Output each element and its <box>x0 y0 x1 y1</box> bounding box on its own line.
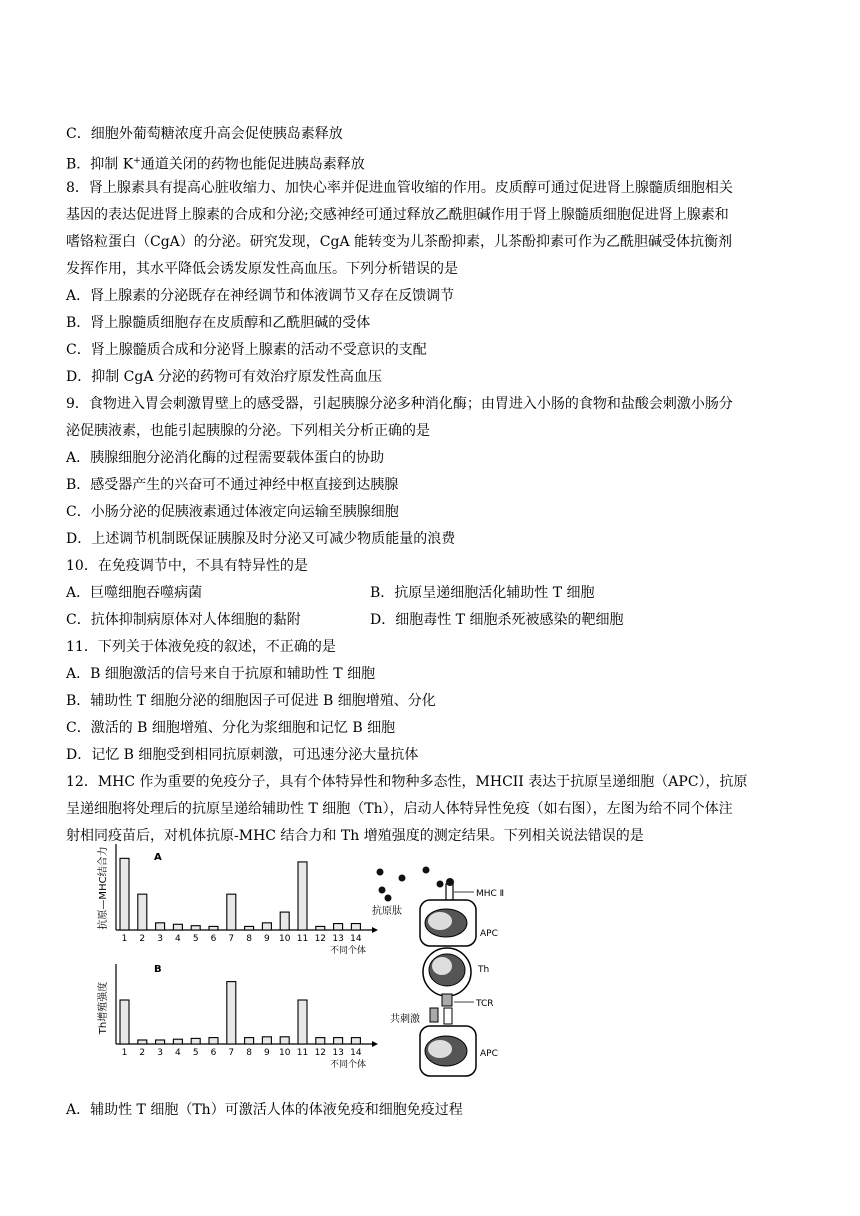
chart-b-tick-label: 6 <box>210 1048 217 1058</box>
option-b-text-post: 通道关闭的药物也能促进胰岛素释放 <box>140 156 365 173</box>
chart-b-tick-label: 5 <box>192 1048 199 1058</box>
chart-b-tick-label: 11 <box>296 1048 309 1058</box>
q9-option-b: B．感受器产生的兴奋可不通过神经中枢直接到达胰腺 <box>66 477 399 493</box>
mhc-receptor <box>446 884 453 900</box>
apc-bottom-nucleus-highlight <box>428 1040 452 1058</box>
chart-a-tick-label: 8 <box>246 934 252 944</box>
q11-option-d: D．记忆 B 细胞受到相同抗原刺激，可迅速分泌大量抗体 <box>66 747 419 763</box>
q10-option-d: D．细胞毒性 T 细胞杀死被感染的靶细胞 <box>370 612 624 628</box>
chart-b-label: B <box>154 964 162 975</box>
q9-option-a: A．胰腺细胞分泌消化酶的过程需要载体蛋白的协助 <box>66 450 385 466</box>
q11-option-a: A．B 细胞激活的信号来自于抗原和辅助性 T 细胞 <box>66 666 376 682</box>
option-b-text-pre: B．抑制 K <box>66 156 134 173</box>
chart-b-bar-3 <box>156 1040 165 1044</box>
chart-a-bar-10 <box>280 912 289 930</box>
chart-b-bar-13 <box>334 1038 343 1044</box>
chart-a-bar-13 <box>334 924 343 930</box>
q12-stem-line-3: 射相同疫苗后，对机体抗原-MHC 结合力和 Th 增殖强度的测定结果。下列相关说法错误的是 <box>66 828 644 844</box>
apc-top-label: APC <box>480 929 498 939</box>
chart-a-tick-label: 2 <box>139 934 146 944</box>
chart-a-x-arrow <box>372 927 378 933</box>
chart-b-bar-1 <box>120 1000 129 1044</box>
chart-a-bar-6 <box>209 926 218 930</box>
q10-stem: 10．在免疫调节中，不具有特异性的是 <box>66 558 308 574</box>
chart-a-bars <box>120 858 360 930</box>
chart-b-tick-label: 8 <box>246 1048 252 1058</box>
q10-option-a: A．巨噬细胞吞噬病菌 <box>66 585 203 601</box>
chart-a-tick-label: 7 <box>228 934 235 944</box>
chart-b-tick-label: 10 <box>278 1048 291 1058</box>
antigen-dot <box>377 869 384 876</box>
chart-a-bar-8 <box>245 926 254 930</box>
antigen-label: 抗原肽 <box>372 906 402 917</box>
mhc-label: MHC Ⅱ <box>476 889 505 899</box>
chart-b-tick-label: 12 <box>314 1048 327 1058</box>
chart-b-bar-5 <box>191 1038 200 1044</box>
chart-a-tick-label: 12 <box>314 934 327 944</box>
chart-a-tick-label: 10 <box>278 934 291 944</box>
chart-b-bar-2 <box>138 1040 147 1044</box>
apc-bottom-label: APC <box>480 1049 498 1059</box>
q11-stem: 11．下列关于体液免疫的叙述，不正确的是 <box>66 639 336 655</box>
chart-b-bar-10 <box>280 1037 289 1044</box>
tcr-receptor <box>442 994 452 1006</box>
chart-b-tick-label: 2 <box>139 1048 146 1058</box>
q12-stem-line-2: 呈递细胞将处理后的抗原呈递给辅助性 T 细胞（Th），启动人体特异性免疫（如右图），左图为给不同个体注 <box>66 801 733 817</box>
q8-stem-line-3: 嗜铬粒蛋白（CgA）的分泌。研究发现，CgA 能转变为儿茶酚抑素，儿茶酚抑素可作为乙酰胆碱受体抗衡剂 <box>66 234 733 250</box>
chart-b-bar-11 <box>298 1000 307 1044</box>
chart-a-bar-9 <box>262 923 271 930</box>
chart-b-bar-7 <box>227 982 236 1044</box>
chart-b-bar-6 <box>209 1038 218 1044</box>
chart-b-tick-label: 3 <box>157 1048 163 1058</box>
q10-option-b: B．抗原呈递细胞活化辅助性 T 细胞 <box>370 585 595 601</box>
chart-a-bar-12 <box>316 926 325 930</box>
chart-a-tick-label: 6 <box>210 934 217 944</box>
chart-b-tick-label: 7 <box>228 1048 235 1058</box>
chart-a-bar-4 <box>173 924 182 930</box>
q9-stem-line-1: 9．食物进入胃会刺激胃壁上的感受器，引起胰腺分泌多种消化酶；由胃进入小肠的食物和盐酸会刺激小肠分 <box>66 396 733 412</box>
chart-a-tick-label: 14 <box>350 934 362 944</box>
chart-b-xlabel: 不同个体 <box>330 1060 367 1070</box>
th-nucleus-highlight <box>432 957 452 975</box>
antigen-presentation-diagram <box>372 867 504 1077</box>
costim-label: 共刺激 <box>390 1014 420 1025</box>
chart-a <box>96 844 378 956</box>
chart-b-bars <box>120 982 360 1044</box>
chart-a-bar-3 <box>156 923 165 930</box>
chart-a-bar-1 <box>120 858 129 930</box>
q11-option-b: B．辅助性 T 细胞分泌的细胞因子可促进 B 细胞增殖、分化 <box>66 693 436 709</box>
antigen-dot <box>399 875 406 882</box>
antigen-dot <box>379 887 386 894</box>
costim-molecule <box>430 1008 438 1022</box>
chart-a-tick-label: 1 <box>121 934 128 944</box>
chart-b-tick-label: 9 <box>264 1048 270 1058</box>
option-b-sup: + <box>133 156 141 166</box>
chart-a-bar-7 <box>227 894 236 930</box>
chart-b-bar-9 <box>262 1037 271 1044</box>
chart-a-tick-label: 4 <box>175 934 181 944</box>
chart-b-x-arrow <box>372 1041 378 1047</box>
th-label: Th <box>478 965 490 975</box>
chart-a-bar-5 <box>191 926 200 930</box>
q11-option-c: C．激活的 B 细胞增殖、分化为浆细胞和记忆 B 细胞 <box>66 720 396 736</box>
chart-a-ylabel: 抗原—MHC结合力 <box>98 846 109 930</box>
q8-option-c: C．肾上腺髓质合成和分泌肾上腺素的活动不受意识的支配 <box>66 342 427 358</box>
chart-b-bar-14 <box>351 1038 360 1044</box>
chart-b-ticks <box>122 1048 362 1058</box>
chart-b-bar-4 <box>173 1039 182 1044</box>
chart-a-xlabel: 不同个体 <box>330 946 367 956</box>
chart-a-tick-label: 13 <box>332 934 344 944</box>
apc-top-nucleus-highlight <box>428 912 452 930</box>
chart-b-tick-label: 4 <box>175 1048 181 1058</box>
chart-a-ticks <box>122 934 362 944</box>
chart-a-bar-2 <box>138 894 147 930</box>
chart-b-bar-12 <box>316 1038 325 1044</box>
chart-a-bar-14 <box>351 924 360 930</box>
q8-option-a: A．肾上腺素的分泌既存在神经调节和体液调节又存在反馈调节 <box>66 288 455 304</box>
q8-stem-line-1: 8．肾上腺素具有提高心脏收缩力、加快心率并促进血管收缩的作用。皮质醇可通过促进肾上腺髓质细胞相关 <box>66 180 733 196</box>
q10-option-c: C．抗体抑制病原体对人体细胞的黏附 <box>66 612 301 628</box>
q9-stem-line-2: 泌促胰液素，也能引起胰腺的分泌。下列相关分析正确的是 <box>66 423 430 439</box>
option-b-prev <box>66 151 365 175</box>
q8-option-b: B．肾上腺髓质细胞存在皮质醇和乙酰胆碱的受体 <box>66 315 371 331</box>
antigen-dot <box>423 867 430 874</box>
chart-a-label: A <box>154 852 162 863</box>
q12-figure <box>90 836 530 1086</box>
q9-option-d: D．上述调节机制既保证胰腺及时分泌又可减少物质能量的浪费 <box>66 531 456 547</box>
q12-option-a: A．辅助性 T 细胞（Th）可激活人体的体液免疫和细胞免疫过程 <box>66 1102 463 1118</box>
mhc-tcr-complex <box>444 1008 452 1024</box>
chart-b-tick-label: 14 <box>350 1048 362 1058</box>
chart-a-tick-label: 9 <box>264 934 270 944</box>
q12-stem-line-1: 12．MHC 作为重要的免疫分子，具有个体特异性和物种多态性，MHCII 表达于抗原呈递细胞（APC），抗原 <box>66 774 748 790</box>
mhc-bound-antigen <box>446 878 454 886</box>
option-c-prev: C．细胞外葡萄糖浓度升高会促使胰岛素释放 <box>66 126 343 142</box>
chart-a-tick-label: 11 <box>296 934 309 944</box>
q8-stem-line-4: 发挥作用，其水平降低会诱发原发性高血压。下列分析错误的是 <box>66 261 458 277</box>
chart-a-bar-11 <box>298 862 307 930</box>
chart-a-tick-label: 3 <box>157 934 163 944</box>
chart-b-ylabel: Th增殖强度 <box>98 981 109 1035</box>
q8-option-d: D．抑制 CgA 分泌的药物可有效治疗原发性高血压 <box>66 369 382 385</box>
chart-b <box>96 964 378 1070</box>
tcr-label: TCR <box>476 999 494 1009</box>
antigen-dot <box>437 881 444 888</box>
chart-b-tick-label: 13 <box>332 1048 344 1058</box>
chart-b-bar-8 <box>245 1038 254 1044</box>
antigen-dot <box>385 895 392 902</box>
chart-b-tick-label: 1 <box>121 1048 128 1058</box>
q9-option-c: C．小肠分泌的促胰液素通过体液定向运输至胰腺细胞 <box>66 504 399 520</box>
q8-stem-line-2: 基因的表达促进肾上腺素的合成和分泌;交感神经可通过释放乙酰胆碱作用于肾上腺髓质细胞促进肾上腺素和 <box>66 207 729 223</box>
chart-a-tick-label: 5 <box>192 934 199 944</box>
